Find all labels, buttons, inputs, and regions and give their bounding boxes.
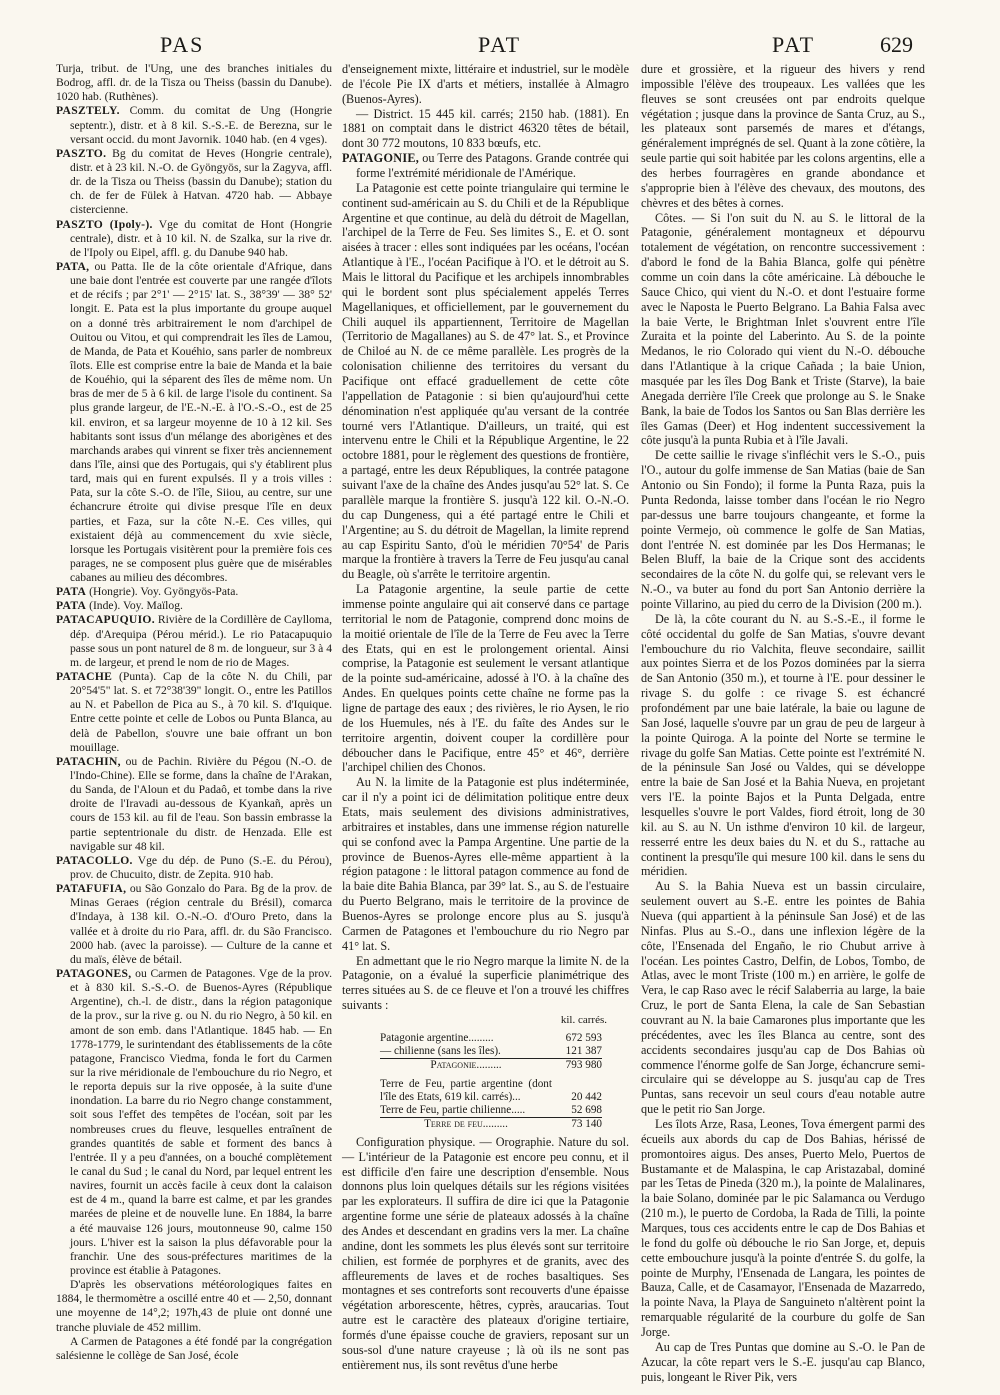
dictionary-entry — [56, 854, 332, 882]
entry-headword: PATACAPUQUIO. — [56, 613, 155, 627]
entry-text: Au cap de Tres Puntas que domine au S.-O. le Pan de Azucar, la côte repart vers le S.-E. jusqu'au cap Blanco, puis, longeant le River Pik, vers — [641, 1339, 925, 1384]
dictionary-entry — [56, 585, 332, 599]
stats-row — [380, 1072, 602, 1104]
column-middle — [342, 62, 629, 1373]
stats-value: 672 593 — [565, 1031, 602, 1044]
stats-value: 20 442 — [571, 1090, 602, 1103]
stats-label: — chilienne (sans les îles). — [380, 1044, 501, 1057]
entry-text: ou Patta. Ile de la côte orientale d'Afrique, dans une baie dont l'entrée est couverte par une rangée d'îlots et de récifs ; par 2°1' — 2°15' lat. S., 38°39' — 38° 52' longit. E. Pata est la plus importante du groupe auquel on a donné très arbitrairement le nom d'archipel de Ouitou ou Vitou, et qui comprendrait les îles de Lamou, de Manda, de Pata et Kouéhio, sans parler de nombreux îlots. Elle est comprise entre la baie de Manda et la baie de Kouéhio, qui la séparent des îles de même nom. Un bras de mer de 5 à 6 kil. de large l'isole du continent. Sa plus grande largeur, de l'E.-N.-E. à l'O.-S.-O., est de 25 kil. environ, et sa largeur moyenne de 10 à 12 kil. Ses habitants sont issus d'un mélange des aborigènes et des marchands arabes qui vinrent se fixer très anciennement dans l'île, ainsi que des Portugais, qui s'y établirent plus tard, mais qui en furent expulsés. Il y a trois villes : Pata, sur la côte S.-O. de l'île, Siiou, au centre, sur une échancrure étroite qui divise presque l'île en deux parties, et Faza, sur la côte N.-E. Ces villes, qui existaient déjà au commencement du xvie siècle, lorsque les Portugais visitèrent pour la première fois ces parages, ne se composent plus guère que de misérables cabanes au milieu des décombres. — [70, 259, 332, 585]
text-paragraph — [641, 448, 925, 611]
stats-value: 121 387 — [565, 1044, 602, 1057]
text-paragraph — [342, 775, 629, 953]
entry-text: (Inde). Voy. Maïlog. — [86, 599, 183, 613]
entry-headword: PATAGONIE, — [342, 151, 420, 166]
entry-text: D'après les observations météorologiques faites en 1884, le thermomètre a oscillé entre 40 et — 2,50, donnant une moyenne de 14°,2; 197h,43 de pluie ont donné une tranche pluviale de 452 millim. — [56, 1278, 332, 1334]
text-paragraph — [342, 1135, 629, 1373]
dictionary-entry — [56, 755, 332, 854]
stats-total-row — [380, 1058, 602, 1072]
text-paragraph — [56, 1335, 332, 1363]
entry-text: Vge du dép. de Puno (S.-E. du Pérou), prov. de Chucuito, distr. de Zepita. 910 hab. — [70, 853, 332, 882]
entry-text: Rivière de la Cordillère de Caylloma, dép. d'Arequipa (Pérou mérid.). Le rio Patacapuquio passe sous un pont naturel de 8 m. de longueur, sur 3 à 4 m. de largeur, et prend le nom de rio de Mages. — [70, 613, 332, 669]
stats-row — [380, 1045, 602, 1059]
dictionary-entry — [56, 218, 332, 260]
dictionary-entry — [56, 260, 332, 585]
text-paragraph — [342, 107, 629, 152]
text-paragraph — [56, 62, 332, 104]
text-paragraph — [641, 612, 925, 879]
entry-text: En admettant que le rio Negro marque la limite N. de la Patagonie, on a évalué la superficie planimétrique des terres situées au S. de ce fleuve et l'on a trouvé les chiffres suivants : — [342, 953, 629, 1013]
entry-text: Au S. la Bahia Nueva est un bassin circulaire, seulement ouvert au S.-E. entre les pointes de Bahia Nueva (qui appartient à la péninsule San José) et de las Ninfas. Plus au S.-O., dans une inflexion légère de la côte, l'Ensenada del Engaño, le rio Chubut arrive à l'océan. Les pointes Castro, Delfin, de Lobos, Tombo, de Atlas, avec le mont Triste (100 m.) en arrière, le golfe de Vera, le cap Raso avec le récif Salaberria au large, la baie Cruz, le port de Santa Elena, la cale de San Sebastian couvrant au N. la baie Camarones plus importante que les précédentes, avec les îles Blanca au centre, sont des accidents secondaires jusqu'au cap de Dos Bahias où commence l'énorme golfe de San Jorge, échancrure semi-circulaire qui se développe au S. jusqu'au cap de Tres Puntas, sans recevoir un seul cours d'eau notable autre que le petit rio San Jorge. — [641, 879, 925, 1117]
entry-text: d'enseignement mixte, littéraire et industriel, sur le modèle de l'école Pie IX d'arts et métiers, installée à Almagro (Buenos-Ayres). — [342, 62, 629, 106]
entry-text: Les îlots Arze, Rasa, Leones, Tova émergent parmi des écueils aux abords du cap de Dos Bahias, hérissé de promontoires aigus. Des anses, Puerto Melo, Puertos de Bustamante et de Malaspina, le cap Aristazabal, dominé par les Tetas de Pineda (320 m.), la pointe de Malalinares, la baie Solano, dominée par le pic Salamanca ou Verdugo (210 m.), le puerto de Cordoba, la Rada de Tilli, la pointe Marques, tous ces accidents entre le cap de Dos Bahias et le fond du golfe où débouche le rio San Jorge, et, depuis cette embouchure jusqu'à la pointe d'entrée S. du golfe, la pointe de Murphy, l'Ensenada de Langara, les pointes de Bauza, Calle, et de Casamayor, l'Ensenada de Mazarredo, la pointe Nava, la Playa de Sanguineto n'altèrent point la remarquable régularité de la courbure du golfe de San Jorge. — [641, 1117, 925, 1340]
entry-text: Côtes. — Si l'on suit du N. au S. le littoral de la Patagonie, généralement montagneux et dépourvu totalement de végétation, on rencontre successivement : d'abord le fond de la Bahia Blanca, golfe qui pénètre comme un coin dans la côte américaine. Là débouche le Sauce Chico, qui vient du N.-O. et dont l'estuaire forme avec le Naposta le Puerto Belgrano. La Bahia Falsa avec la baie Verte, le Brightman Inlet s'ouvrent entre l'île Zuraita et la pointe del Laberinto. Au S. de la pointe Medanos, le rio Colorado qui vient du N.-O. débouche dans l'Atlantique à la crique Cañada ; la baie Union, masquée par les îles Dog Bank et Triste (Starve), la baie Anegada derrière l'île Creek que prolonge au S. le Snake Bank, la baie de Todos los Santos ou San Blas derrière les îles Gamas (Deer) et Hog indentent successivement la côte jusqu'à la punta Rubia et à l'île Javali. — [641, 210, 925, 448]
entry-headword: PASZTO. — [56, 146, 107, 160]
text-paragraph — [641, 1117, 925, 1340]
entry-text: De là, la côte courant du N. au S.-S.-E., il forme le côté occidental du golfe de San Matias, s'ouvre devant l'embouchure du rio Valchita, fleuve secondaire, saillit aux pointes Sierra et de los Pozos dominées par la sierra de San Antonio (350 m.), et tourne à l'E. pour dessiner le rivage S. du golfe : ce rivage S. est échancré profondément par une baie latérale, la baie ou lagune de San José, laquelle s'ouvre par un grau de peu de largeur à la pointe Quiroga. A la pointe del Norte se termine le rivage du golfe San Matias. Cette pointe est l'extrémité N. de la péninsule San José ou Valdes, qui se développe entre la baie de San José et la Bahia Nueva, en projetant vers l'E. la pointe Bajos et la Punta Delgada, entre lesquelles s'ouvre le port Valdes, fiord étroit, long de 30 kil. au S. au N. Un isthme d'environ 10 kil. de largeur, resserré entre les deux baies du N. et du S., rattache au continent la presqu'île qui mesure 100 kil. dans le sens du méridien. — [641, 611, 925, 879]
stats-total-label: Patagonie......... — [380, 1058, 552, 1072]
entry-text: Configuration physique. — Orographie. Nature du sol. — L'intérieur de la Patagonie est encore peu connu, et il est difficile d'en faire une description d'ensemble. Nous donnons plus loin quelques détails sur les régions visitées par les explorateurs. Il suffira de dire ici que la Patagonie argentine forme une série de plateaux adossés à la chaîne des Andes et descendant en gradins vers la mer. La chaîne andine, dont les sommets les plus élevés sont sur territoire chilien, est formée de porphyres et de granits, avec des affleurements de laves et de roches basaltiques. Ses montagnes et ses contreforts sont recouverts d'une épaisse végétation arborescente, hêtres, cyprès, araucarias. Tout autre est le caractère des plateaux d'origine tertiaire, formés d'une épaisse couche de graviers, reposant sur un sous-sol d'une nature crayeuse ; là où ils ne sont pas entièrement nus, ils sont revêtus d'une herbe — [342, 1134, 629, 1372]
entry-text: (Punta). Cap de la côte N. du Chili, par 20°54'5" lat. S. et 72°38'39" longit. O., entre les Patillos au N. et Pabellon de Pica au S., à 70 kil. S. d'Iquique. Entre cette pointe et celle de Lobos ou Punta Blanca, au delà de Pabellon, s'ouvre une baie offrant un bon mouillage. — [70, 670, 332, 754]
entry-text: La Patagonie argentine, la seule partie de cette immense pointe angulaire qui ait conservé dans ce partage territorial le nom de Patagonie, comprend donc moins de la moitié orientale de l'île de la Terre de Feu avec la Terre des Etats, qui en est le prolongement oriental. Ainsi comprise, la Patagonie est seulement le versant atlantique de la pointe sud-américaine, adossé à l'O. à la chaîne des Andes. En quelques points cette chaîne ne forme pas la ligne de partage des eaux ; des rivières, le rio Aysen, le rio de los Huemules, nés à l'E. du faîte des Andes sur le territoire argentin, doivent couper la cordillère pour déboucher dans le Pacifique, entre 45° et 46°, derrière l'archipel chilien des Chonos. — [342, 582, 629, 775]
entry-text: ou Terre des Patagons. Grande contrée qui forme l'extrémité méridionale de l'Amérique. — [356, 151, 629, 181]
dictionary-entry — [56, 967, 332, 1278]
column-middle-bottom — [342, 1135, 629, 1373]
entry-headword: PASZTO (Ipoly-). — [56, 217, 153, 231]
entry-text: ou Carmen de Patagones. Vge de la prov. et à 830 kil. S.-S.-O. de Buenos-Ayres (République Argentine), ch.-l. de distr., dans la région patagonique de la prov., sur la rive g. ou N. du rio Negro, à 50 kil. en amont de son emb. dans l'Atlantique. 1845 hab. — En 1778-1779, le surintendant des établissements de la côte patagone, Francisco Viedma, fonda le fort du Carmen sur la rive méridionale de l'embouchure du rio Negro, et le reporta depuis sur la rive opposée, à la suite d'une inondation. La barre du rio Negro change constamment, soit sous l'effet des tempêtes de l'océan, soit par les nombreuses crues du fleuve, lesquelles entraînent de grandes quantités de sable et forment des bancs à l'entrée. Il y a peu d'années, on a bouché complètement le canal du Sud ; le canal du Nord, par lequel entrent les navires, fournit un accès facile à ceux dont la calaison est de 4 m., quand la barre est calme, et par les grandes marées de pleine et de nouvelle lune. En 1884, la barre a été mauvaise 126 jours, moutonneuse 90, calme 150 jours. L'hiver est la saison la plus défavorable pour la franchir. Une des sous-préfectures maritimes de la province est établie à Patagones. — [70, 967, 332, 1277]
page-header — [0, 0, 1000, 57]
header-center-word: PAT — [478, 32, 522, 57]
entry-text: (Hongrie). Voy. Gyöngyös-Pata. — [86, 585, 239, 599]
text-paragraph — [342, 62, 629, 107]
stats-total-value: 73 140 — [552, 1117, 602, 1131]
entry-headword: PATA, — [56, 259, 90, 273]
entry-text: ou de Pachin. Rivière du Pégou (N.-O. de l'Indo-Chine). Elle se forme, dans la chaîne de l'Arakan, du Sanda, de l'Aloun et du Padaô, et tombe dans la rive droite de l'Iravadi au-dessous de Kyankañ, après un cours de 153 kil. au fil de l'eau. Son bassin embrasse la partie septentrionale du distr. de Henzada. Elle est navigable sur 48 kil. — [70, 754, 332, 853]
column-right — [641, 62, 925, 1384]
stats-label: Patagonie argentine......... — [380, 1031, 494, 1044]
entry-headword: PATACHIN, — [56, 754, 121, 768]
entry-text: Turja, tribut. de l'Ung, une des branches initiales du Bodrog, affl. dr. de la Tisza ou Theiss (bassin du Danube). 1020 hab. (Ruthènes). — [56, 62, 332, 104]
stats-total-row — [380, 1117, 602, 1131]
text-paragraph — [641, 62, 925, 211]
text-paragraph — [56, 1278, 332, 1335]
text-paragraph — [342, 582, 629, 775]
entry-text: — District. 15 445 kil. carrés; 2150 hab. (1881). En 1881 on comptait dans le district 46320 têtes de bétail, dont 30 772 moutons, 10 833 bœufs, etc. — [342, 106, 629, 151]
entry-headword: PATACHE — [56, 670, 113, 684]
text-paragraph — [342, 954, 629, 1013]
stats-row — [380, 1104, 602, 1118]
header-left-word: PAS — [160, 32, 205, 57]
dictionary-entry — [56, 613, 332, 670]
entry-text: Bg du comitat de Heves (Hongrie centrale), distr. et à 23 kil. N.-O. de Gyöngyös, sur la Zagyva, affl. dr. de la Tisza ou Theiss (bassin du Danube); station du ch. de fer de Fülek à Hatvan. 4720 hab. — Abbaye cistercienne. — [70, 146, 332, 217]
entry-headword: PATA — [56, 599, 87, 613]
stats-total-value: 793 980 — [552, 1058, 602, 1072]
text-paragraph — [342, 181, 629, 582]
entry-text: ou São Gonzalo do Para. Bg de la prov. de Minas Geraes (région centrale du Brésil), comarca d'Indaya, à 138 kil. O.-N.-O. d'Ouro Preto, dans la vallée et à droite du rio Para, affl. dr. du São Francisco. 2000 hab. (avec la paroisse). — Culture de la canne et du maïs, élève de bétail. — [70, 882, 332, 966]
entry-headword: PASZTELY. — [56, 104, 120, 118]
stats-units: kil. carrés. — [560, 1014, 607, 1026]
text-paragraph — [641, 211, 925, 449]
entry-headword: PATACOLLO. — [56, 853, 133, 867]
entry-headword: PATAGONES, — [56, 967, 132, 980]
column-middle-top — [342, 62, 629, 1013]
text-paragraph — [641, 1340, 925, 1385]
entry-text: dure et grossière, et la rigueur des hivers y rend impossible l'élève des troupeaux. Les vallées que les fleuves se sont creusées ont par endroits quelque végétation ; jusque dans la province de Santa Cruz, au S., les plateaux sont parsemés de mares et d'étangs, généralement imprégnés de sel. Quant à la zone côtière, la seule partie qui soit habitée par les colons argentins, elle a des herbes fourragères en grande abondance et s'approprie bien à l'élève des chevaux, des moutons, des chèvres et des bêtes à cornes. — [641, 62, 925, 210]
page-number: 629 — [880, 32, 913, 57]
dictionary-entry — [56, 147, 332, 218]
stats-label: Terre de Feu, partie argentine (dont l'île des Etats, 619 kil. carrés)... — [380, 1077, 552, 1103]
header-right-word: PAT — [772, 32, 816, 57]
dictionary-entry — [342, 151, 629, 181]
entry-text: Vge du comitat de Hont (Hongrie centrale), distr. et à 10 kil. N. de Szalka, sur la rive dr. de l'Ipoly ou Eipel, affl. g. du Danube 940 hab. — [70, 217, 332, 259]
stats-table — [380, 1032, 602, 1131]
area-stats-table — [342, 1013, 629, 1131]
stats-label: Terre de Feu, partie chilienne..... — [380, 1103, 526, 1116]
entry-text: A Carmen de Patagones a été fondé par la congrégation salésienne le collège de San José, école — [56, 1334, 332, 1362]
entry-text: De cette saillie le rivage s'infléchit vers le S.-O., puis l'O., autour du golfe immense de San Matias (baie de San Antonio ou Sin Fondo); il forme la Punta Raza, puis la Punta Redonda, laisse tomber dans l'océan le rio Negro par-dessus une barre toujours changeante, et forme la pointe Vermejo, où commence le golfe de San Matias, dont l'entrée N. est dominée par les Dos Hermanas; le Belen Bluff, la baie de la Crique sont des accidents secondaires de la côte N. du golfe qui, se relevant vers le N.-O., va buter au fond du port San Antonio derrière la pointe Villarino, au pied du cerro de la Division (200 m.). — [641, 448, 925, 611]
stats-value: 52 698 — [571, 1103, 602, 1116]
column-left — [56, 62, 332, 1363]
entry-text: La Patagonie est cette pointe triangulaire qui termine le continent sud-américain au S. du Chili et de la République Argentine et que continue, au delà du détroit de Magellan, l'archipel de la Terre de Feu. Ses limites S., E. et O. sont aisées à tracer : elles sont indiquées par les océans, l'océan Atlantique à l'E., l'océan Pacifique à l'O. et le détroit au S. Mais le littoral du Pacifique et les archipels innombrables qui le bordent sont plus spécialement appelés Terres Magellaniques, et officiellement, par le gouvernement du Chili auquel ils appartiennent, Territoire de Magellan (Territorio de Magallanes) au S. de 47° lat. S., et Province de Chiloé au N. de ce même parallèle. Les progrès de la colonisation chilienne des territoires du versant du Pacifique ont effacé graduellement de cette côte l'appellation de Patagonie : si bien qu'aujourd'hui cette dénomination n'est appliquée qu'au versant de la contrée tourné vers l'Atlantique. D'ailleurs, un traité, qui est intervenu entre le Chili et la République Argentine, le 22 octobre 1881, pour le règlement des questions de frontière, a partagé, entre les deux Républiques, la contrée patagone suivant l'axe de la chaîne des Andes jusqu'au 52° lat. S. Ce parallèle marque la frontière S. jusqu'à 122 kil. O.-N.-O. du cap Dungeness, qui a été partagé entre le Chili et l'Argentine; au S. du détroit de Magellan, la limite reprend au cap Espiritu Santo, d'où le méridien 70°54' de Paris marque la frontière à travers la Terre de Feu jusqu'au canal du Beagle, où s'arrête le territoire argentin. — [342, 180, 629, 582]
dictionary-entry — [56, 599, 332, 613]
dictionary-entry — [56, 104, 332, 146]
stats-total-label: Terre de feu......... — [380, 1117, 552, 1131]
stats-row — [380, 1032, 602, 1045]
entry-text: Au N. la limite de la Patagonie est plus indéterminée, car il n'y a point ici de délimitation politique entre deux Etats, mais seulement des divisions administratives, arbitraires et instables, dans une immense région naturelle qui se confond avec la Pampa Argentine. Une partie de la province de Buenos-Ayres elle-même appartient à la région patagone : le littoral patagon commence au fond de la baie dite Bahia Blanca, par 39° lat. S., au S. de l'estuaire du Puerto Belgrano, mais le territoire de la province de Buenos-Ayres se prolonge encore plus au S. jusqu'à Carmen de Patagones et l'embouchure du rio Negro par 41° lat. S. — [342, 775, 629, 953]
entry-text: Comm. du comitat de Ung (Hongrie septentr.), distr. et à 8 kil. S.-S.-E. de Berezna, sur le versant occid. du mont Javornik. 1040 hab. (en 4 vges). — [70, 104, 332, 146]
dictionary-entry — [56, 670, 332, 755]
dictionary-entry — [56, 882, 332, 967]
text-paragraph — [641, 879, 925, 1117]
entry-headword: PATAFUFIA, — [56, 882, 127, 896]
entry-headword: PATA — [56, 585, 87, 599]
